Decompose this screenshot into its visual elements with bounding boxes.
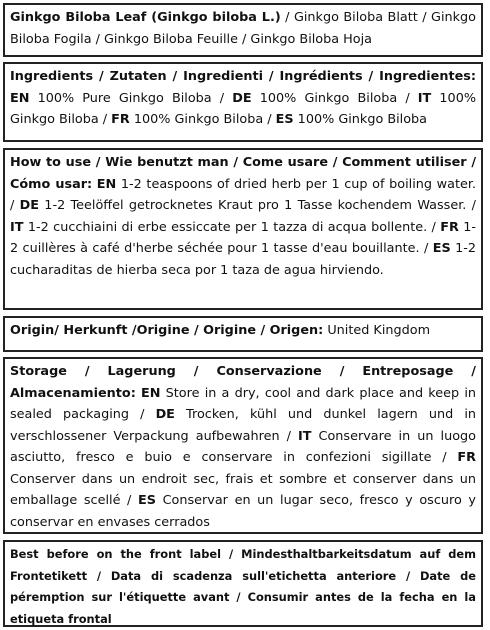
origin-value: United Kingdom — [323, 323, 431, 338]
storage-heading-separator: / — [339, 364, 345, 379]
how-to-use-it: 1-2 cucchiaini di erbe essiccate per 1 tazza di acqua bollente. / — [23, 219, 441, 235]
how-to-use-section — [3, 148, 483, 310]
storage-heading-separator: / — [84, 364, 90, 379]
storage-heading-line — [10, 361, 476, 383]
storage-heading-word: Storage — [10, 364, 67, 379]
ingredients-de: 100% Ginkgo Biloba / — [251, 90, 418, 106]
ingredients-fr: 100% Ginkgo Biloba / — [129, 112, 276, 127]
ingredients-it-code: IT — [417, 90, 432, 106]
origin-heading: Origin/ Herkunft /Origine / Origine / Origen: — [10, 323, 324, 338]
best-before-section — [3, 540, 483, 627]
storage-en: Store in a dry, cool and dark place and keep in sealed packaging / — [10, 385, 476, 422]
how-to-use-en-code: EN — [96, 176, 117, 192]
how-to-use-fr: 1-2 cuillères à café d'herbe séchée pour 1 tasse d'eau bouillante. / — [10, 219, 477, 256]
ingredients-es: 100% Ginkgo Biloba — [293, 112, 428, 127]
storage-heading-separator: / — [471, 364, 476, 379]
how-to-use-es: 1-2 cucharaditas de hierba seca por 1 taza de agua hirviendo. — [10, 241, 476, 278]
storage-fr: Conserver dans un endroit sec, frais et sombre et conserver dans un emballage scellé / — [10, 471, 476, 508]
storage-heading-word: Lagerung — [107, 364, 176, 379]
how-to-use-en: 1-2 teaspoons of dried herb per 1 cup of boiling water. / — [10, 176, 477, 213]
ingredients-it: 100% Ginkgo Biloba / — [10, 90, 476, 127]
how-to-use-fr-code: FR — [440, 219, 459, 235]
ingredients-es-code: ES — [275, 112, 294, 127]
storage-it-code: IT — [297, 428, 312, 444]
ingredients-de-code: DE — [232, 90, 252, 106]
origin-section — [3, 316, 483, 352]
storage-it: Conservare in un luogo asciutto, fresco e buio e conservare in confezioni sigillate / — [10, 428, 476, 465]
product-name-section — [3, 3, 483, 57]
storage-en-code: EN — [141, 385, 161, 401]
how-to-use-it-code: IT — [10, 219, 24, 235]
how-to-use-es-code: ES — [432, 241, 451, 256]
storage-de-code: DE — [155, 407, 175, 422]
ingredients-heading: Ingredients / Zutaten / Ingredienti / Ingrédients / Ingredientes: EN — [10, 69, 476, 106]
storage-es-code: ES — [138, 493, 156, 508]
ingredients-en: 100% Pure Ginkgo Biloba / — [29, 90, 233, 106]
storage-heading-word: Entreposage — [362, 364, 454, 379]
ingredients-fr-code: FR — [111, 112, 130, 127]
storage-heading-last: Almacenamiento: — [10, 385, 136, 401]
how-to-use-de-code: DE — [19, 198, 39, 213]
storage-section — [3, 357, 483, 534]
ingredients-section — [3, 62, 483, 142]
product-name-en: Ginkgo Biloba Leaf (Ginkgo biloba L.) — [10, 10, 281, 25]
how-to-use-heading: How to use / Wie benutzt man / Come usare / Comment utiliser / Cómo usar: — [10, 155, 476, 192]
how-to-use-de: 1-2 Teelöffel getrocknetes Kraut pro 1 Tasse kochendem Wasser. / — [39, 198, 476, 213]
storage-de: Trocken, kühl und dunkel lagern und in verschlossener Verpackung aufbewahren / — [10, 407, 476, 444]
storage-fr-code: FR — [457, 450, 476, 465]
product-name-translations: / Ginkgo Biloba Blatt / Ginkgo Biloba Fogila / Ginkgo Biloba Feuille / Ginkgo Biloba Hoja — [10, 10, 476, 47]
storage-heading-word: Conservazione — [216, 364, 322, 379]
storage-es: Conservar en un lugar seco, fresco y oscuro y conservar en envases cerrados — [10, 493, 476, 530]
best-before-text: Best before on the front label / Mindesthaltbarkeitsdatum auf dem Frontetikett / Data di scadenza sull'etichetta anteriore / Date de péremption sur l'étiquette avant / Consumir antes de la fecha en la etiqueta frontal — [10, 547, 476, 626]
storage-heading-separator: / — [193, 364, 199, 379]
